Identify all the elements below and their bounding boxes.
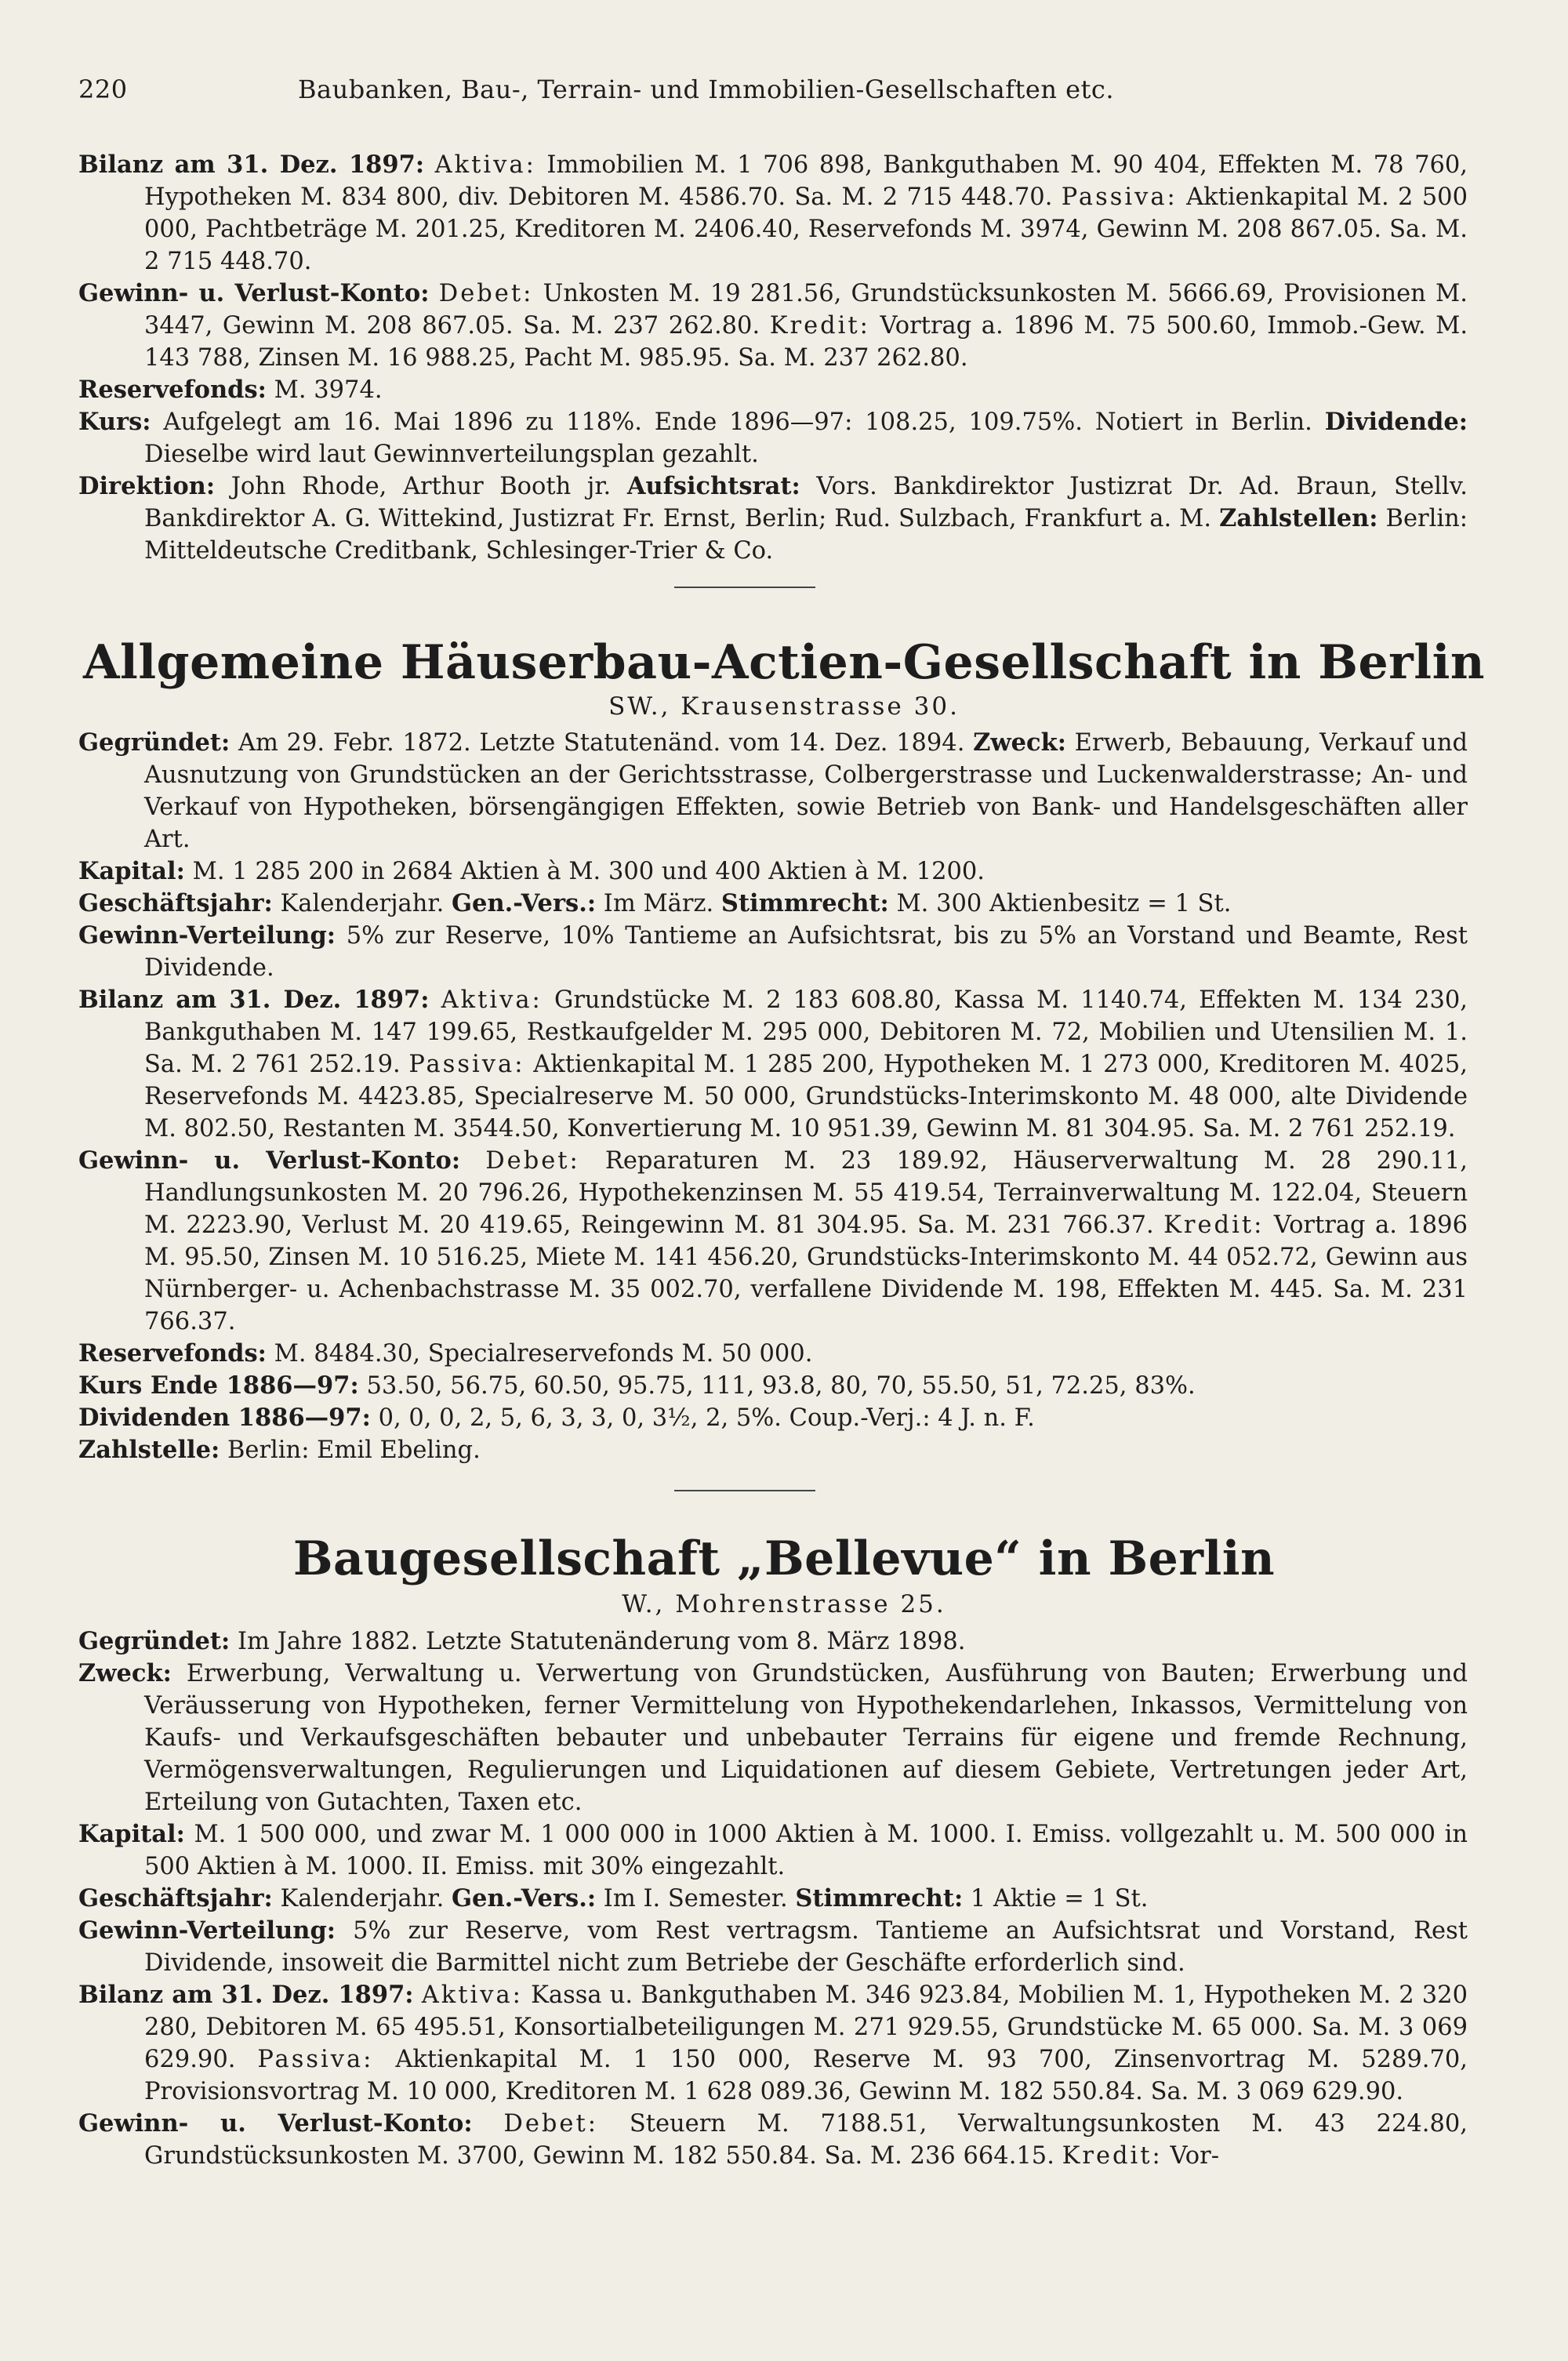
gegruendet-text: Im Jahre 1882. Letzte Statutenänderung vom 8. März 1898. <box>237 1628 966 1655</box>
stimmrecht-text: 1 Aktie = 1 St. <box>970 1885 1149 1912</box>
aktiva-text: Kassa u. Bankguthaben M. 346 923.84, Mobilien M. 1, Hypotheken M. 2 320 280, Debitoren M. 65 495.51, Konsortialbeteiligungen M. 271 929.55, Grundstücke M. 65 000. Sa. M. 3 069 629.90. <box>144 1981 1468 2073</box>
passiva-text: Aktienkapital M. 2 500 000, Pachtbeträge M. 201.25, Kreditoren M. 2406.40, Reservefonds M. 3974, Gewinn M. 208 867.05. Sa. M. 2 715 448.70. <box>144 183 1468 275</box>
aktiva-label: Aktiva: <box>441 986 543 1014</box>
geschaeftsjahr-label: Geschäftsjahr: <box>78 889 273 917</box>
aktiva-text: Immobilien M. 1 706 898, Bankguthaben M. 90 404, Effekten M. 78 760, Hypotheken M. 834 800, div. Debitoren M. 4586.70. Sa. M. 2 715 448.70. <box>144 151 1468 211</box>
gewinnverteilung-label: Gewinn-Verteilung: <box>78 921 336 950</box>
stimmrecht-text: M. 300 Aktienbesitz = 1 St. <box>896 890 1232 917</box>
kurs-text: Aufgelegt am 16. Mai 1896 zu 118%. Ende 1896—97: 108.25, 109.75%. Notiert in Berlin. <box>163 409 1312 436</box>
company-entry <box>78 1625 1468 2172</box>
kurs-text: 53.50, 56.75, 60.50, 95.75, 111, 93.8, 80, 70, 55.50, 51, 72.25, 83%. <box>366 1372 1196 1400</box>
kapital-entry <box>78 855 1468 888</box>
guv-entry <box>78 278 1468 374</box>
kredit-text: Vortrag a. 1896 M. 75 500.60, Immob.-Gew. M. 143 788, Zinsen M. 16 988.25, Pacht M. 985.95. Sa. M. 237 262.80. <box>144 312 1468 372</box>
kurs-entry <box>78 1370 1468 1402</box>
gegruendet-text: Am 29. Febr. 1872. Letzte Statutenänd. vom 14. Dez. 1894. <box>238 729 965 757</box>
aufsichtsrat-label: Aufsichtsrat: <box>626 472 800 500</box>
passiva-text: Aktienkapital M. 1 285 200, Hypotheken M. 1 273 000, Kreditoren M. 4025, Reservefonds M. 4423.85, Specialreserve M. 50 000, Grundstücks-Interimskonto M. 48 000, alte Dividende M. 802.50, Restanten M. 3544.50, Konvertierung M. 10 951.39, Gewinn M. 81 304.95. Sa. M. 2 761 252.19. <box>144 1051 1468 1142</box>
reservefonds-label: Reservefonds: <box>78 1339 267 1368</box>
bilanz-entry <box>78 149 1468 278</box>
kredit-label: Kredit: <box>769 312 870 340</box>
kapital-text: M. 1 285 200 in 2684 Aktien à M. 300 und 400 Aktien à M. 1200. <box>192 858 985 885</box>
bilanz-label: Bilanz am 31. Dez. 1897: <box>78 1981 414 2009</box>
dividenden-entry <box>78 1402 1468 1434</box>
company-title: Baugesellschaft „Bellevue“ in Berlin <box>292 1531 1276 1586</box>
gewinnverteilung-entry <box>78 1915 1468 1979</box>
kredit-label: Kredit: <box>1062 2142 1163 2170</box>
guv-label: Gewinn- u. Verlust-Konto: <box>78 1146 461 1175</box>
reservefonds-entry <box>78 1338 1468 1370</box>
genvers-label: Gen.-Vers.: <box>452 889 597 917</box>
company-title: Allgemeine Häuserbau-Actien-Gesellschaft in Berlin <box>83 635 1485 690</box>
direktion-entry <box>78 470 1468 567</box>
reservefonds-label: Reservefonds: <box>78 376 267 404</box>
debet-text: Steuern M. 7188.51, Verwaltungsunkosten M. 43 224.80, Grundstücksunkosten M. 3700, Gewinn M. 182 550.84. Sa. M. 236 664.15. <box>144 2110 1468 2170</box>
section-continued <box>78 149 1468 567</box>
company-entry <box>78 727 1468 1466</box>
reservefonds-entry <box>78 374 1468 406</box>
debet-text: Reparaturen M. 23 189.92, Häuserverwaltung M. 28 290.11, Handlungsunkosten M. 20 796.26, Hypothekenzinsen M. 55 419.54, Terrainverwaltung M. 122.04, Steuern M. 2223.90, Verlust M. 20 419.65, Reingewinn M. 81 304.95. Sa. M. 231 766.37. <box>144 1147 1468 1239</box>
kapital-text: M. 1 500 000, und zwar M. 1 000 000 in 1000 Aktien à M. 1000. I. Emiss. vollgezahlt u. M. 500 000 in 500 Aktien à M. 1000. II. Emiss. mit 30% eingezahlt. <box>144 1821 1468 1880</box>
section-divider <box>674 1490 815 1491</box>
debet-label: Debet: <box>485 1147 580 1175</box>
passiva-text: Aktienkapital M. 1 150 000, Reserve M. 93 700, Zinsenvortrag M. 5289.70, Provisionsvortrag M. 10 000, Kreditoren M. 1 628 089.36, Gewinn M. 182 550.84. Sa. M. 3 069 629.90. <box>144 2046 1468 2105</box>
passiva-label: Passiva: <box>1061 183 1178 211</box>
genvers-label: Gen.-Vers.: <box>452 1884 597 1912</box>
geschaeftsjahr-label: Geschäftsjahr: <box>78 1884 273 1912</box>
kapital-entry <box>78 1818 1468 1883</box>
gegruendet-entry <box>78 727 1468 855</box>
section-divider <box>674 587 815 588</box>
kredit-label: Kredit: <box>1163 1211 1265 1239</box>
guv-label: Gewinn- u. Verlust-Konto: <box>78 279 430 307</box>
dividenden-label: Dividenden 1886—97: <box>78 1404 371 1432</box>
zahlstelle-text: Berlin: Emil Ebeling. <box>227 1437 481 1464</box>
dividende-text: Dieselbe wird laut Gewinnverteilungsplan gezahlt. <box>144 441 759 468</box>
zweck-text: Erwerb, Bebauung, Verkauf und Ausnutzung von Grundstücken an der Gerichtsstrasse, Colbergerstrasse und Luckenwalderstrasse; An- und Verkauf von Hypotheken, börsengängigen Effekten, sowie Betrieb von Bank- und Handelsgeschäften aller Art. <box>144 729 1468 853</box>
company-address: W., Mohrenstrasse 25. <box>622 1590 946 1618</box>
gewinnverteilung-label: Gewinn-Verteilung: <box>78 1916 336 1945</box>
genvers-text: Im I. Semester. <box>603 1885 788 1912</box>
guv-entry <box>78 2108 1468 2172</box>
bilanz-label: Bilanz am 31. Dez. 1897: <box>78 151 425 179</box>
kredit-text: Vortrag a. 1896 M. 95.50, Zinsen M. 10 516.25, Miete M. 141 456.20, Grundstücks-Interimskonto M. 44 052.72, Gewinn aus Nürnberger- u. Achenbachstrasse M. 35 002.70, verfallene Dividende M. 198, Effekten M. 445. Sa. M. 231 766.37. <box>144 1211 1468 1335</box>
gegruendet-label: Gegründet: <box>78 1627 230 1655</box>
direktion-label: Direktion: <box>78 472 216 500</box>
genvers-text: Im März. <box>603 890 714 917</box>
kurs-label: Kurs: <box>78 408 151 436</box>
zahlstelle-label: Zahlstelle: <box>78 1436 220 1464</box>
bilanz-entry <box>78 984 1468 1145</box>
bilanz-entry <box>78 1979 1468 2108</box>
guv-label: Gewinn- u. Verlust-Konto: <box>78 2109 473 2138</box>
bilanz-label: Bilanz am 31. Dez. 1897: <box>78 986 430 1014</box>
aktiva-text: Grundstücke M. 2 183 608.80, Kassa M. 1140.74, Effekten M. 134 230, Bankguthaben M. 147 199.65, Restkaufgelder M. 295 000, Debitoren M. 72, Mobilien und Utensilien M. 1. Sa. M. 2 761 252.19. <box>144 986 1468 1078</box>
zweck-text: Erwerbung, Verwaltung u. Verwertung von Grundstücken, Ausführung von Bauten; Erwerbung und Veräusserung von Hypotheken, ferner Vermittelung von Hypothekendarlehen, Inkassos, Vermittelung von Kaufs- und Verkaufsgeschäften bebauter und unbebauter Terrains für eigene und fremde Rechnung, Vermögensverwaltungen, Regulierungen und Liquidationen auf diesem Gebiete, Vertretungen jeder Art, Erteilung von Gutachten, Taxen etc. <box>144 1660 1468 1816</box>
zahlstellen-label: Zahlstellen: <box>1219 504 1378 532</box>
aktiva-label: Aktiva: <box>434 151 536 179</box>
gewinnverteilung-text: 5% zur Reserve, vom Rest vertragsm. Tantieme an Aufsichtsrat und Vorstand, Rest Dividende, insoweit die Barmittel nicht zum Betriebe der Geschäfte erforderlich sind. <box>144 1917 1468 1977</box>
gewinnverteilung-entry <box>78 920 1468 984</box>
kurs-entry <box>78 406 1468 470</box>
zahlstellen-text: Berlin: Mitteldeutsche Creditbank, Schlesinger-Trier & Co. <box>144 505 1468 565</box>
zweck-entry <box>78 1658 1468 1818</box>
geschaeftsjahr-text: Kalenderjahr. <box>280 890 445 917</box>
page-number: 220 <box>78 74 128 104</box>
debet-label: Debet: <box>438 280 534 307</box>
reservefonds-text: M. 8484.30, Specialreservefonds M. 50 000. <box>274 1340 813 1368</box>
geschaeftsjahr-entry <box>78 1883 1468 1915</box>
zweck-label: Zweck: <box>78 1659 172 1687</box>
gegruendet-entry <box>78 1625 1468 1658</box>
kurs-label: Kurs Ende 1886—97: <box>78 1371 359 1400</box>
geschaeftsjahr-entry <box>78 888 1468 920</box>
kapital-label: Kapital: <box>78 1820 185 1848</box>
dividende-label: Dividende: <box>1324 408 1468 436</box>
aktiva-label: Aktiva: <box>421 1981 523 2009</box>
kapital-label: Kapital: <box>78 857 185 885</box>
aufsichtsrat-text: Vors. Bankdirektor Justizrat Dr. Ad. Braun, Stellv. Bankdirektor A. G. Wittekind, Justizrat Fr. Ernst, Berlin; Rud. Sulzbach, Frankfurt a. M. <box>144 473 1468 532</box>
running-title: Baubanken, Bau-, Terrain- und Immobilien-Gesellschaften etc. <box>298 74 1114 104</box>
stimmrecht-label: Stimmrecht: <box>720 889 889 917</box>
gewinnverteilung-text: 5% zur Reserve, 10% Tantieme an Aufsichtsrat, bis zu 5% an Vorstand und Beamte, Rest Dividende. <box>144 922 1468 982</box>
guv-entry <box>78 1145 1468 1338</box>
passiva-label: Passiva: <box>257 2046 374 2073</box>
company-address: SW., Krausenstrasse 30. <box>608 692 960 721</box>
direktion-text: John Rhode, Arthur Booth jr. <box>230 473 612 500</box>
gegruendet-label: Gegründet: <box>78 728 230 757</box>
zweck-label: Zweck: <box>973 728 1066 757</box>
passiva-label: Passiva: <box>408 1051 525 1078</box>
stimmrecht-label: Stimmrecht: <box>795 1884 964 1912</box>
debet-label: Debet: <box>503 2110 599 2138</box>
zahlstelle-entry <box>78 1434 1468 1466</box>
reservefonds-text: M. 3974. <box>274 376 383 404</box>
debet-text: Unkosten M. 19 281.56, Grundstücksunkosten M. 5666.69, Provisionen M. 3447, Gewinn M. 208 867.05. Sa. M. 237 262.80. <box>144 280 1468 340</box>
dividenden-text: 0, 0, 0, 2, 5, 6, 3, 3, 0, 3½, 2, 5%. Coup.-Verj.: 4 J. n. F. <box>378 1404 1035 1432</box>
geschaeftsjahr-text: Kalenderjahr. <box>280 1885 445 1912</box>
kredit-text: Vor- <box>1170 2142 1220 2170</box>
